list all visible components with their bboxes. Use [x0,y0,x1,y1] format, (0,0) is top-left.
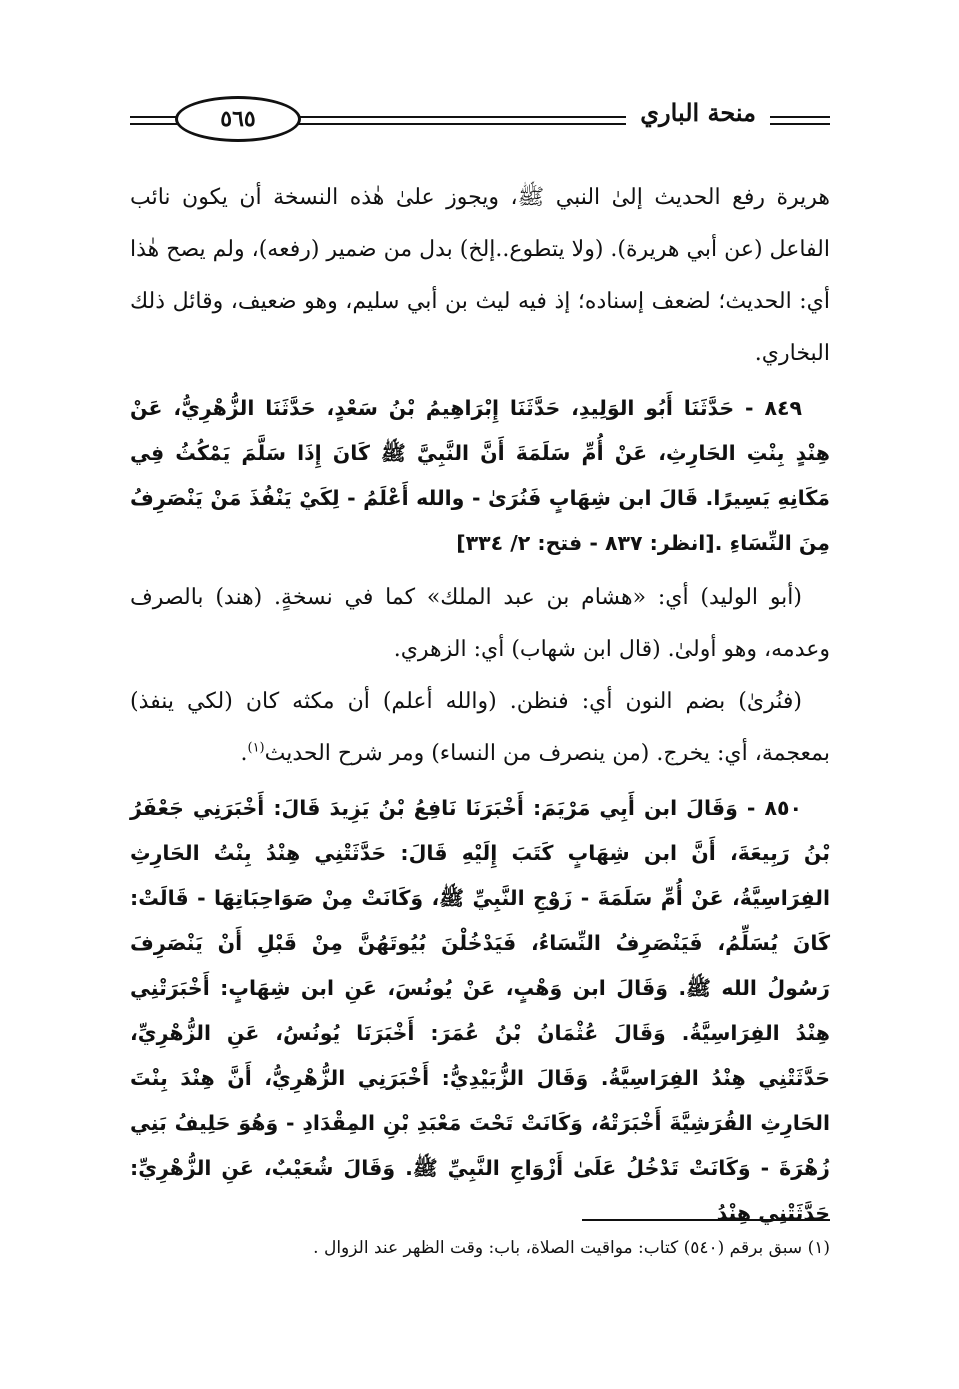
hadith-849: ٨٤٩ - حَدَّثَنَا أَبُو الوَلِيدِ، حَدَّثَنَا إِبْرَاهِيمُ بْنُ سَعْدٍ، حَدَّثَنَا الزُّهْرِيُّ، عَنْ هِنْدٍ بِنْتِ الحَارِثِ، عَنْ أُمِّ سَلَمَةَ أَنَّ النَّبِيَّ ﷺ كَانَ إِذَا سَلَّمَ يَمْكُثُ فِي مَكَانِهِ يَسِيرًا. قَالَ ابن شِهَابٍ فَنُرَىٰ - والله أَعْلَمُ - لِكَيْ يَنْفُذَ مَنْ يَنْصَرِفُ مِنَ النِّسَاءِ .[انظر: ٨٣٧ - فتح: ٢/ ٣٣٤] [130,396,830,555]
paragraph-end: . [240,741,248,766]
paragraph: (أبو الوليد) أي: «هشام بن عبد الملك» كما في نسخةٍ. (هند) بالصرف وعدمه، وهو أولىٰ. (قال ابن شهاب) أي: الزهري. [130,585,830,662]
page-number: ٥٦٥ [175,96,301,142]
paragraph: هريرة رفع الحديث إلىٰ النبي ﷺ، ويجوز علىٰ هٰذه النسخة أن يكون نائب الفاعل (عن أبي هريرة). (ولا يتطوع..إلخ) بدل من ضمير (رفعه)، ولم يصح هٰذا أي: الحديث؛ لضعف إسناده؛ إذ فيه ليث بن أبي سليم، وهو ضعيف، وقائل ذلك البخاري. [130,185,830,366]
paragraph [130,676,830,780]
footnote-divider [582,1219,830,1221]
page-header [130,92,830,152]
main-text [130,172,830,1242]
book-title: منحة الباري [626,98,770,127]
footnote-ref: (١) [247,740,265,756]
footnote: (١) سبق برقم (٥٤٠) كتاب: مواقيت الصلاة، باب: وقت الظهر عند الزوال . [313,1238,830,1258]
hadith-850: ٨٥٠ - وَقَالَ ابن أَبِي مَرْيَمَ: أَخْبَرَنَا نَافِعُ بْنُ يَزِيدَ قَالَ: أَخْبَرَنِي جَعْفَرُ بْنُ رَبِيعَةَ، أَنَّ ابن شِهَابٍ كَتَبَ إِلَيْهِ قَالَ: حَدَّثَتْنِي هِنْدُ بِنْتُ الحَارِثِ الفِرَاسِيَّةُ، عَنْ أُمِّ سَلَمَةَ - زَوْجِ النَّبِيِّ ﷺ، وَكَانَتْ مِنْ صَوَاحِبَاتِهَا - قَالَتْ: كَانَ يُسَلِّمُ، فَيَنْصَرِفُ النِّسَاءُ، فَيَدْخُلْنَ بُيُوتَهُنَّ مِنْ قَبْلِ أَنْ يَنْصَرِفَ رَسُولُ الله ﷺ. وَقَالَ ابن وَهْبٍ، عَنْ يُونُسَ، عَنِ ابن شِهَابٍ: أَخْبَرَتْنِي هِنْدُ الفِرَاسِيَّةُ. وَقَالَ عُثْمَانُ بْنُ عُمَرَ: أَخْبَرَنَا يُونُسُ، عَنِ الزُّهْرِيِّ، حَدَّثَتْنِي هِنْدُ الفِرَاسِيَّةُ. وَقَالَ الزُّبَيْدِيُّ: أَخْبَرَنِي الزُّهْرِيُّ، أَنَّ هِنْدَ بِنْتَ الحَارِثِ القُرَشِيَّةَ أَخْبَرَتْهُ، وَكَانَتْ تَحْتَ مَعْبَدِ بْنِ المِقْدَادِ - وَهُوَ حَلِيفُ بَنِي زُهْرَةَ - وَكَانَتْ تَدْخُلُ عَلَىٰ أَزْوَاجِ النَّبِيِّ ﷺ. وَقَالَ شُعَيْبٌ، عَنِ الزُّهْرِيِّ: حَدَّثَتْنِي هِنْدُ [130,796,830,1225]
paragraph-text: (فنُرىٰ) بضم النون أي: فنظن. (والله أعلم) أن مكثه كان (لكي ينفذ) بمعجمة، أي: يخرج. (من ينصرف من النساء) ومر شرح الحديث [130,689,830,766]
